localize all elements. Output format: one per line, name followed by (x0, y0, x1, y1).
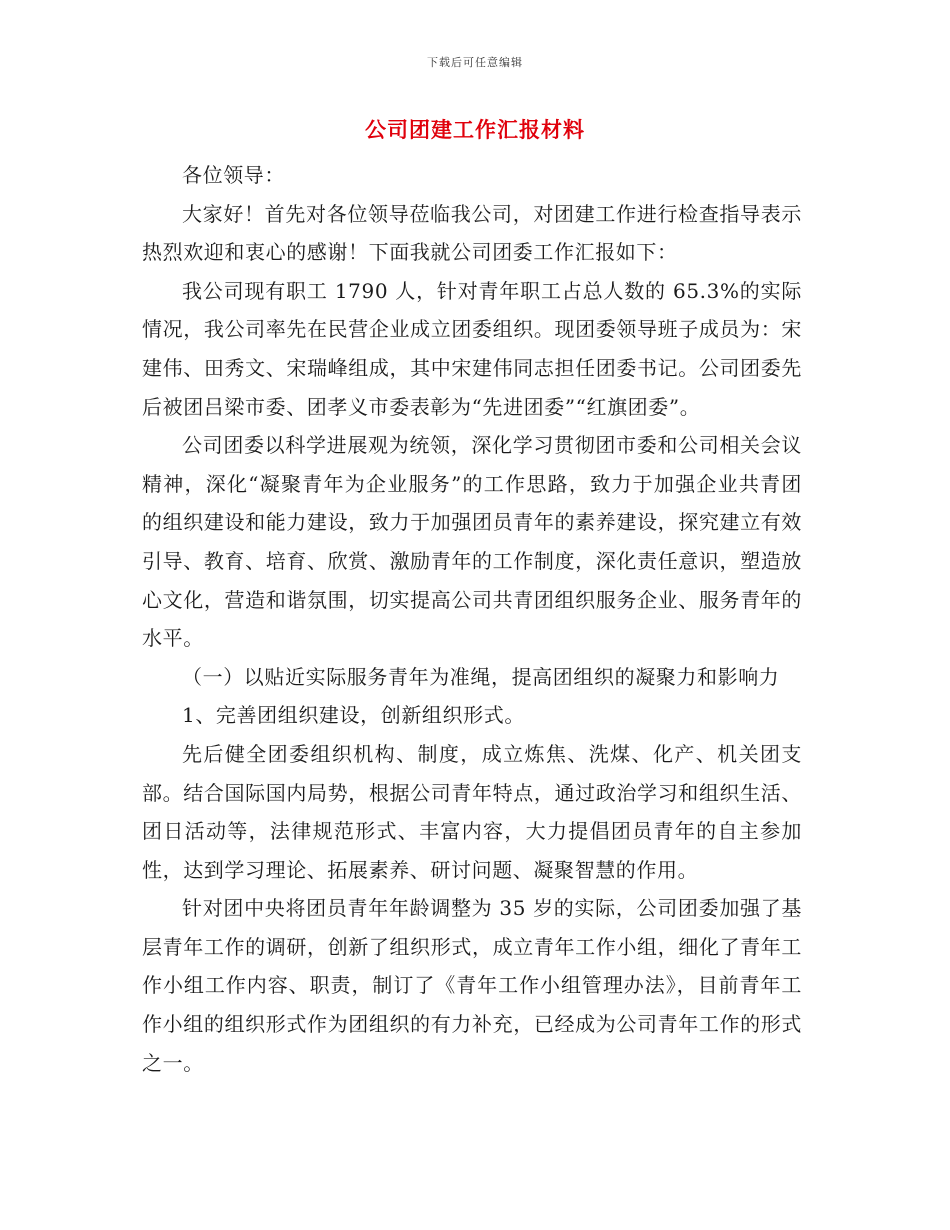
document-title: 公司团建工作汇报材料 (365, 117, 585, 142)
subsection-heading-1: 1、完善团组织建设，创新组织形式。 (182, 703, 525, 728)
section-heading-1: （一）以贴近实际服务青年为准绳，提高团组织的凝聚力和影响力 (182, 664, 780, 689)
paragraph-guiding-principle: 公司团委以科学进展观为统领，深化学习贯彻团市委和公司相关会议精神，深化“凝聚青年为企业服务”的工作思路，致力于加强企业共青团的组织建设和能力建设，致力于加强团员青年的素养建设，探究建立有效引导、教育、培育、欣赏、激励青年的工作制度，深化责任意识，塑造放心文化，营造和谐氛围，切实提高公司共青团组织服务企业、服务青年的水平。 (142, 433, 802, 651)
paragraph-greeting: 大家好！首先对各位领导莅临我公司，对团建工作进行检查指导表示热烈欢迎和衷心的感谢！下面我就公司团委工作汇报如下： (142, 201, 802, 265)
paragraph-organization: 先后健全团委组织机构、制度，成立炼焦、洗煤、化产、机关团支部。结合国际国内局势，根据公司青年特点，通过政治学习和组织生活、团日活动等，法律规范形式、丰富内容，大力提倡团员青年的自主参加性，达到学习理论、拓展素养、研讨问题、凝聚智慧的作用。 (142, 741, 802, 882)
document-body (142, 156, 802, 1082)
header-note: 下载后可任意编辑 (427, 56, 523, 69)
paragraph-company-overview: 我公司现有职工 1790 人，针对青年职工占总人数的 65.3%的实际情况，我公司率先在民营企业成立团委组织。现团委领导班子成员为：宋建伟、田秀文、宋瑞峰组成，其中宋建伟同志担任团委书记。公司团委先后被团吕梁市委、团孝义市委表彰为“先进团委”“红旗团委”。 (142, 278, 802, 419)
paragraph-youth-groups: 针对团中央将团员青年年龄调整为 35 岁的实际，公司团委加强了基层青年工作的调研，创新了组织形式，成立青年工作小组，细化了青年工作小组工作内容、职责，制订了《青年工作小组管理办法》，目前青年工作小组的组织形式作为团组织的有力补充，已经成为公司青年工作的形式之一。 (142, 896, 802, 1075)
salutation: 各位领导： (182, 163, 285, 187)
